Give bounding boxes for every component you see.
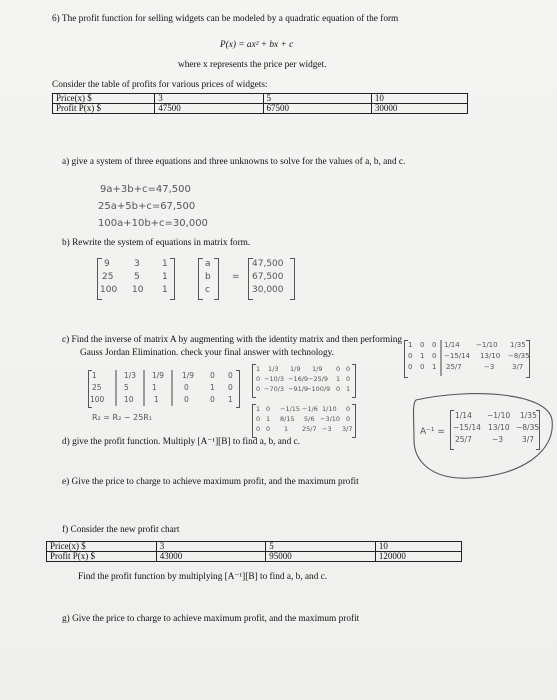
matrix-b-cell: 47,500 xyxy=(252,259,284,269)
matrix-a-cell: 3 xyxy=(134,259,140,269)
aug-cell: 3/7 xyxy=(342,425,353,433)
table-cell: Profit P(x) $ xyxy=(53,104,155,114)
table-cell: 10 xyxy=(375,542,461,552)
matrix-a-cell: 5 xyxy=(134,272,140,282)
inverse-cell: −8/35 xyxy=(516,423,540,432)
handwritten-equation-1: 9a+3b+c=47,500 xyxy=(100,184,191,195)
aug-cell: 1 xyxy=(346,385,351,393)
table-cell: 95000 xyxy=(266,552,376,562)
identity-cell: 0 xyxy=(408,352,413,360)
matrix-a-cell: 1 xyxy=(162,285,168,295)
inverse-cell: 1/35 xyxy=(510,341,526,349)
inverse-cell: 3/7 xyxy=(522,435,535,444)
aug-cell: 1/9 xyxy=(152,371,165,380)
aug-cell: 0 xyxy=(210,371,215,380)
table-cell: 30000 xyxy=(371,104,467,114)
aug-cell: 1 xyxy=(210,383,215,392)
aug-cell: 0 xyxy=(346,415,351,423)
inverse-cell: −3 xyxy=(492,435,504,444)
table-cell: 3 xyxy=(155,94,263,104)
identity-cell: 1 xyxy=(408,341,413,349)
aug-cell: 0 xyxy=(256,415,261,423)
table-cell: 120000 xyxy=(375,552,461,562)
part-b-text: b) Rewrite the system of equations in matrix form. xyxy=(62,238,251,248)
inverse-cell: −1/10 xyxy=(487,411,511,420)
matrix-x-cell: c xyxy=(205,285,210,295)
aug-cell: 0 xyxy=(256,375,261,383)
part-c-text-line1: c) Find the inverse of matrix A by augmenting with the identity matrix and then performing xyxy=(62,335,403,345)
part-c-text-line2: Gauss Jordan Elimination. check your final answer with technology. xyxy=(80,348,334,358)
aug-cell: 0 xyxy=(336,385,341,393)
identity-cell: 0 xyxy=(420,363,425,371)
aug-cell: 0 xyxy=(266,425,271,433)
inverse-cell: −8/35 xyxy=(508,352,530,360)
find-profit-function-text: Find the profit function by multiplying [A⁻¹][B] to find a, b, and c. xyxy=(78,572,328,582)
identity-cell: 0 xyxy=(432,341,437,349)
inverse-cell: −3 xyxy=(484,363,495,371)
matrix-a-cell: 9 xyxy=(104,259,110,269)
table-cell: 47500 xyxy=(155,104,263,114)
aug-cell: 1/10 xyxy=(322,405,337,413)
aug-cell: 25/7 xyxy=(302,425,317,433)
table-row xyxy=(47,542,462,552)
inverse-cell: 13/10 xyxy=(480,352,501,360)
aug-cell: 1 xyxy=(228,395,233,404)
aug-cell: 1 xyxy=(256,365,261,373)
part-d-text: d) give the profit function. Multiply [A⁻¹][B] to find a, b, and c. xyxy=(62,437,301,447)
inverse-cell: 25/7 xyxy=(455,435,472,444)
identity-cell: 0 xyxy=(432,352,437,360)
table-cell: 5 xyxy=(266,542,376,552)
inverse-cell: 3/7 xyxy=(512,363,524,371)
table-cell: Price(x) $ xyxy=(47,542,157,552)
aug-cell: 1/3 xyxy=(124,371,137,380)
aug-cell: 1 xyxy=(266,415,271,423)
table-cell: 5 xyxy=(263,94,371,104)
consider-table-text: Consider the table of profits for various prices of widgets: xyxy=(52,80,268,90)
handwritten-equation-2: 25a+5b+c=67,500 xyxy=(98,201,196,212)
aug-cell: −1/6 xyxy=(302,405,318,413)
identity-cell: 1 xyxy=(420,352,425,360)
aug-cell: 0 xyxy=(266,405,271,413)
matrix-b-cell: 30,000 xyxy=(252,285,284,295)
aug-cell: 5/6 xyxy=(304,415,315,423)
aug-cell: 1 xyxy=(154,395,159,404)
profit-table-2 xyxy=(46,541,462,562)
aug-cell: 1/9 xyxy=(312,365,323,373)
quadratic-equation: P(x) = ax² + bx + c xyxy=(220,40,294,50)
inverse-cell: 1/14 xyxy=(444,341,460,349)
table-cell: 3 xyxy=(156,542,266,552)
matrix-a-cell: 1 xyxy=(162,259,168,269)
matrix-a-cell: 1 xyxy=(162,272,168,282)
table-cell: Profit P(x) $ xyxy=(47,552,157,562)
aug-cell: 8/15 xyxy=(280,415,295,423)
handwritten-equation-3: 100a+10b+c=30,000 xyxy=(98,218,208,229)
aug-cell: −100/9 xyxy=(306,385,331,393)
aug-cell: 0 xyxy=(184,395,189,404)
aug-cell: 0 xyxy=(336,365,341,373)
aug-cell: −3 xyxy=(322,425,332,433)
identity-cell: 0 xyxy=(420,341,425,349)
table-cell: 43000 xyxy=(156,552,266,562)
where-statement: where x represents the price per widget. xyxy=(178,60,327,70)
aug-cell: 1 xyxy=(152,383,157,392)
aug-cell: 0 xyxy=(184,383,189,392)
part-e-text: e) Give the price to charge to achieve maximum profit, and the maximum profit xyxy=(62,477,359,487)
aug-cell: 0 xyxy=(256,385,261,393)
inverse-cell: 25/7 xyxy=(446,363,462,371)
aug-cell: 0 xyxy=(346,405,351,413)
row-operation-note: R₂ = R₂ − 25R₁ xyxy=(92,413,153,422)
part-g-text: g) Give the price to charge to achieve maximum profit, and the maximum profit xyxy=(62,614,360,624)
aug-cell: 1 xyxy=(284,425,289,433)
part-a-text: a) give a system of three equations and three unknowns to solve for the values of a, b, and c. xyxy=(62,157,406,167)
matrix-x-cell: a xyxy=(205,259,211,269)
inverse-cell: 1/14 xyxy=(455,411,472,420)
aug-cell: 1/9 xyxy=(182,371,195,380)
aug-cell: 100 xyxy=(90,395,105,404)
inverse-cell: 1/35 xyxy=(520,411,537,420)
aug-cell: −25/9 xyxy=(308,375,329,383)
aug-cell: 1 xyxy=(256,405,261,413)
aug-cell: 1 xyxy=(336,375,341,383)
matrix-b-cell: 67,500 xyxy=(252,272,284,282)
aug-cell: 0 xyxy=(346,375,351,383)
inverse-cell: −15/14 xyxy=(444,352,471,360)
aug-cell: 0 xyxy=(228,371,233,380)
identity-cell: 0 xyxy=(408,363,413,371)
matrix-a-cell: 10 xyxy=(132,285,144,295)
inverse-cell: −1/10 xyxy=(476,341,498,349)
aug-cell: 5 xyxy=(124,383,129,392)
table-cell: 10 xyxy=(371,94,467,104)
aug-cell: 0 xyxy=(228,383,233,392)
table-cell: 67500 xyxy=(263,104,371,114)
table-cell: Price(x) $ xyxy=(53,94,155,104)
aug-cell: 25 xyxy=(92,383,102,392)
matrix-a-cell: 25 xyxy=(102,272,114,282)
aug-cell: −3/10 xyxy=(320,415,341,423)
part-f-text: f) Consider the new profit chart xyxy=(62,525,180,535)
aug-cell: 0 xyxy=(346,365,351,373)
aug-cell: −10/3 xyxy=(264,375,285,383)
aug-cell: −91/9 xyxy=(288,385,309,393)
table-row xyxy=(47,552,462,562)
inverse-cell: 13/10 xyxy=(488,423,510,432)
aug-cell: −70/3 xyxy=(264,385,285,393)
aug-cell: −1/15 xyxy=(280,405,301,413)
aug-cell: −16/9 xyxy=(288,375,309,383)
aug-cell: 1 xyxy=(92,371,97,380)
question-6-intro: 6) The profit function for selling widgets can be modeled by a quadratic equation of the form xyxy=(52,14,399,24)
aug-cell: 1/9 xyxy=(290,365,301,373)
identity-cell: 1 xyxy=(432,363,437,371)
aug-cell: 1/3 xyxy=(268,365,279,373)
a-inverse-label: A⁻¹ = xyxy=(420,427,445,437)
matrix-a-cell: 100 xyxy=(100,285,118,295)
aug-cell: 0 xyxy=(256,425,261,433)
matrix-x-cell: b xyxy=(205,272,211,282)
equals-sign: = xyxy=(232,272,240,282)
inverse-cell: −15/14 xyxy=(453,423,481,432)
aug-cell: 10 xyxy=(124,395,134,404)
aug-cell: 0 xyxy=(210,395,215,404)
matrix-bracket xyxy=(536,410,540,450)
